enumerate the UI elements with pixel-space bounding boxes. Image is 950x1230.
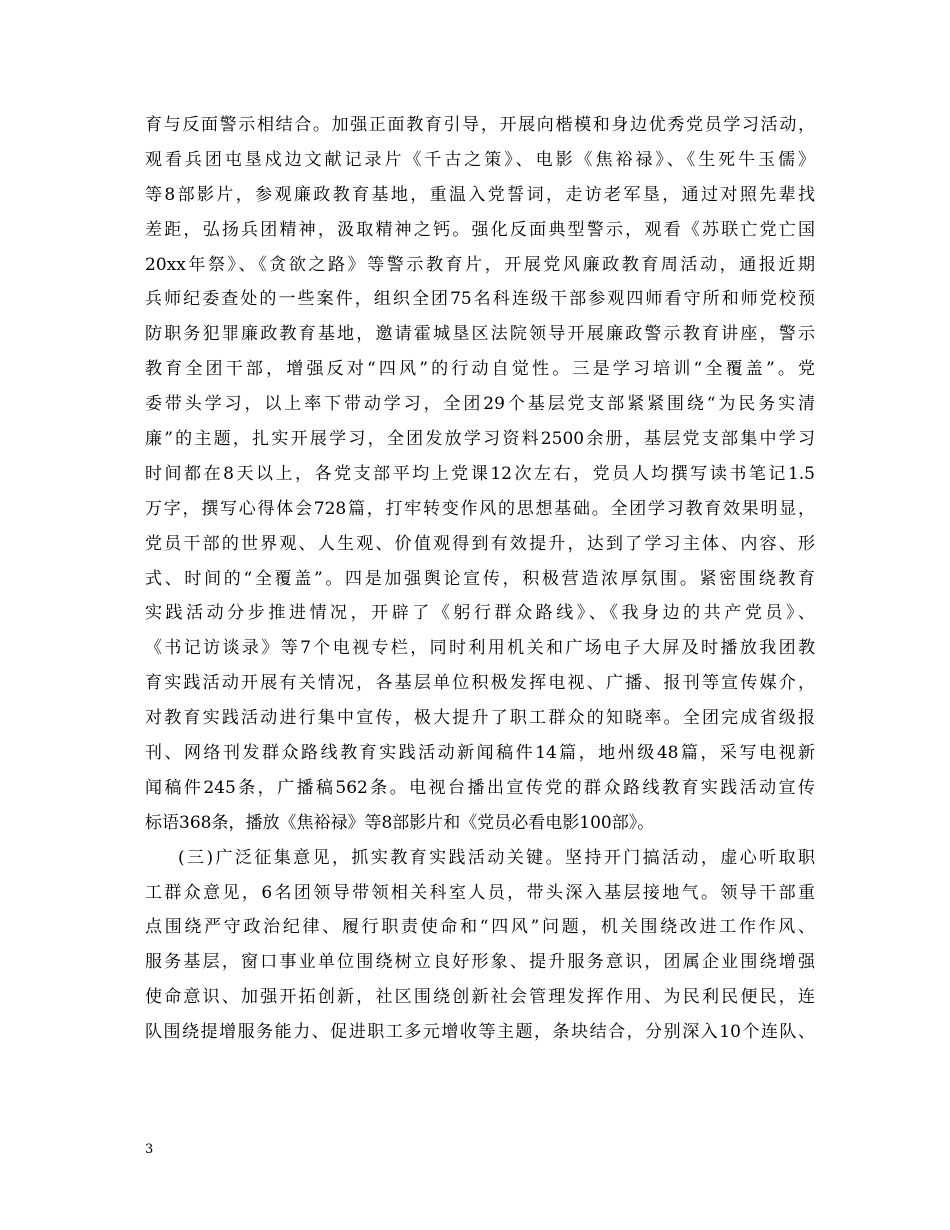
text-line: 式、时间的“全覆盖”。四是加强舆论宣传，积极营造浓厚氛围。紧密围绕教育 [145,568,815,589]
text-line: 万字，撰写心得体会728篇，打牢转变作风的思想基础。全团学习教育效果明显， [145,498,815,519]
text-line: 时间都在8天以上，各党支部平均上党课12次左右，党员人均撰写读书笔记1.5 [145,463,815,484]
text-line: 对教育实践活动进行集中宣传，极大提升了职工群众的知晓率。全团完成省级报 [145,708,815,729]
page-number: 3 [145,1142,154,1157]
text-line: 20xx年祭》、《贪欲之路》等警示教育片，开展党风廉政教育周活动，通报近期 [145,254,815,275]
text-line: 差距，弘扬兵团精神，汲取精神之钙。强化反面典型警示，观看《苏联亡党亡国 [145,219,815,240]
text-line: 使命意识、加强开拓创新，社区围绕创新社会管理发挥作用、为民利民便民，连 [145,987,815,1008]
text-line: 防职务犯罪廉政教育基地，邀请霍城垦区法院领导开展廉政警示教育讲座，警示 [145,324,815,345]
text-line: 闻稿件245条，广播稿562条。电视台播出宣传党的群众路线教育实践活动宣传 [145,777,815,798]
text-line: 实践活动分步推进情况，开辟了《躬行群众路线》、《我身边的共产党员》、 [145,603,815,624]
text-line: 标语368条，播放《焦裕禄》等8部影片和《党员必看电影100部》。 [145,812,655,833]
text-line: 育实践活动开展有关情况，各基层单位积极发挥电视、广播、报刊等宣传媒介， [145,673,815,694]
text-line: 等8部影片，参观廉政教育基地，重温入党誓词，走访老军垦，通过对照先辈找 [145,184,815,205]
text-line: 育与反面警示相结合。加强正面教育引导，开展向楷模和身边优秀党员学习活动， [145,115,815,135]
text-line: 党员干部的世界观、人生观、价值观得到有效提升，达到了学习主体、内容、形 [145,533,815,554]
text-line: 兵师纪委查处的一些案件，组织全团75名科连级干部参观四师看守所和师党校预 [145,289,815,310]
body-text [145,108,815,1050]
text-line: 点围绕严守政治纪律、履行职责使命和“四风”问题，机关围绕改进工作作风、 [145,917,815,938]
text-line: 队围绕提增服务能力、促进职工多元增收等主题，条块结合，分别深入10个连队、 [145,1022,815,1043]
text-line: 《书记访谈录》等7个电视专栏，同时利用机关和广场电子大屏及时播放我团教 [145,638,815,659]
text-line: 工群众意见，6名团领导带领相关科室人员，带头深入基层接地气。领导干部重 [145,882,815,903]
text-line: 教育全团干部，增强反对“四风”的行动自觉性。三是学习培训“全覆盖”。党 [145,359,815,380]
text-line: 服务基层，窗口事业单位围绕树立良好形象、提升服务意识，团属企业围绕增强 [145,952,815,973]
text-line: (三)广泛征集意见，抓实教育实践活动关键。坚持开门搞活动，虚心听取职 [178,847,815,868]
text-line: 委带头学习，以上率下带动学习，全团29个基层党支部紧紧围绕“为民务实清 [145,394,815,415]
text-line: 观看兵团屯垦戍边文献记录片《千古之策》、电影《焦裕禄》、《生死牛玉儒》 [145,149,815,170]
text-line: 廉”的主题，扎实开展学习，全团发放学习资料2500余册，基层党支部集中学习 [145,429,815,450]
text-line: 刊、网络刊发群众路线教育实践活动新闻稿件14篇，地州级48篇，采写电视新 [145,743,815,764]
